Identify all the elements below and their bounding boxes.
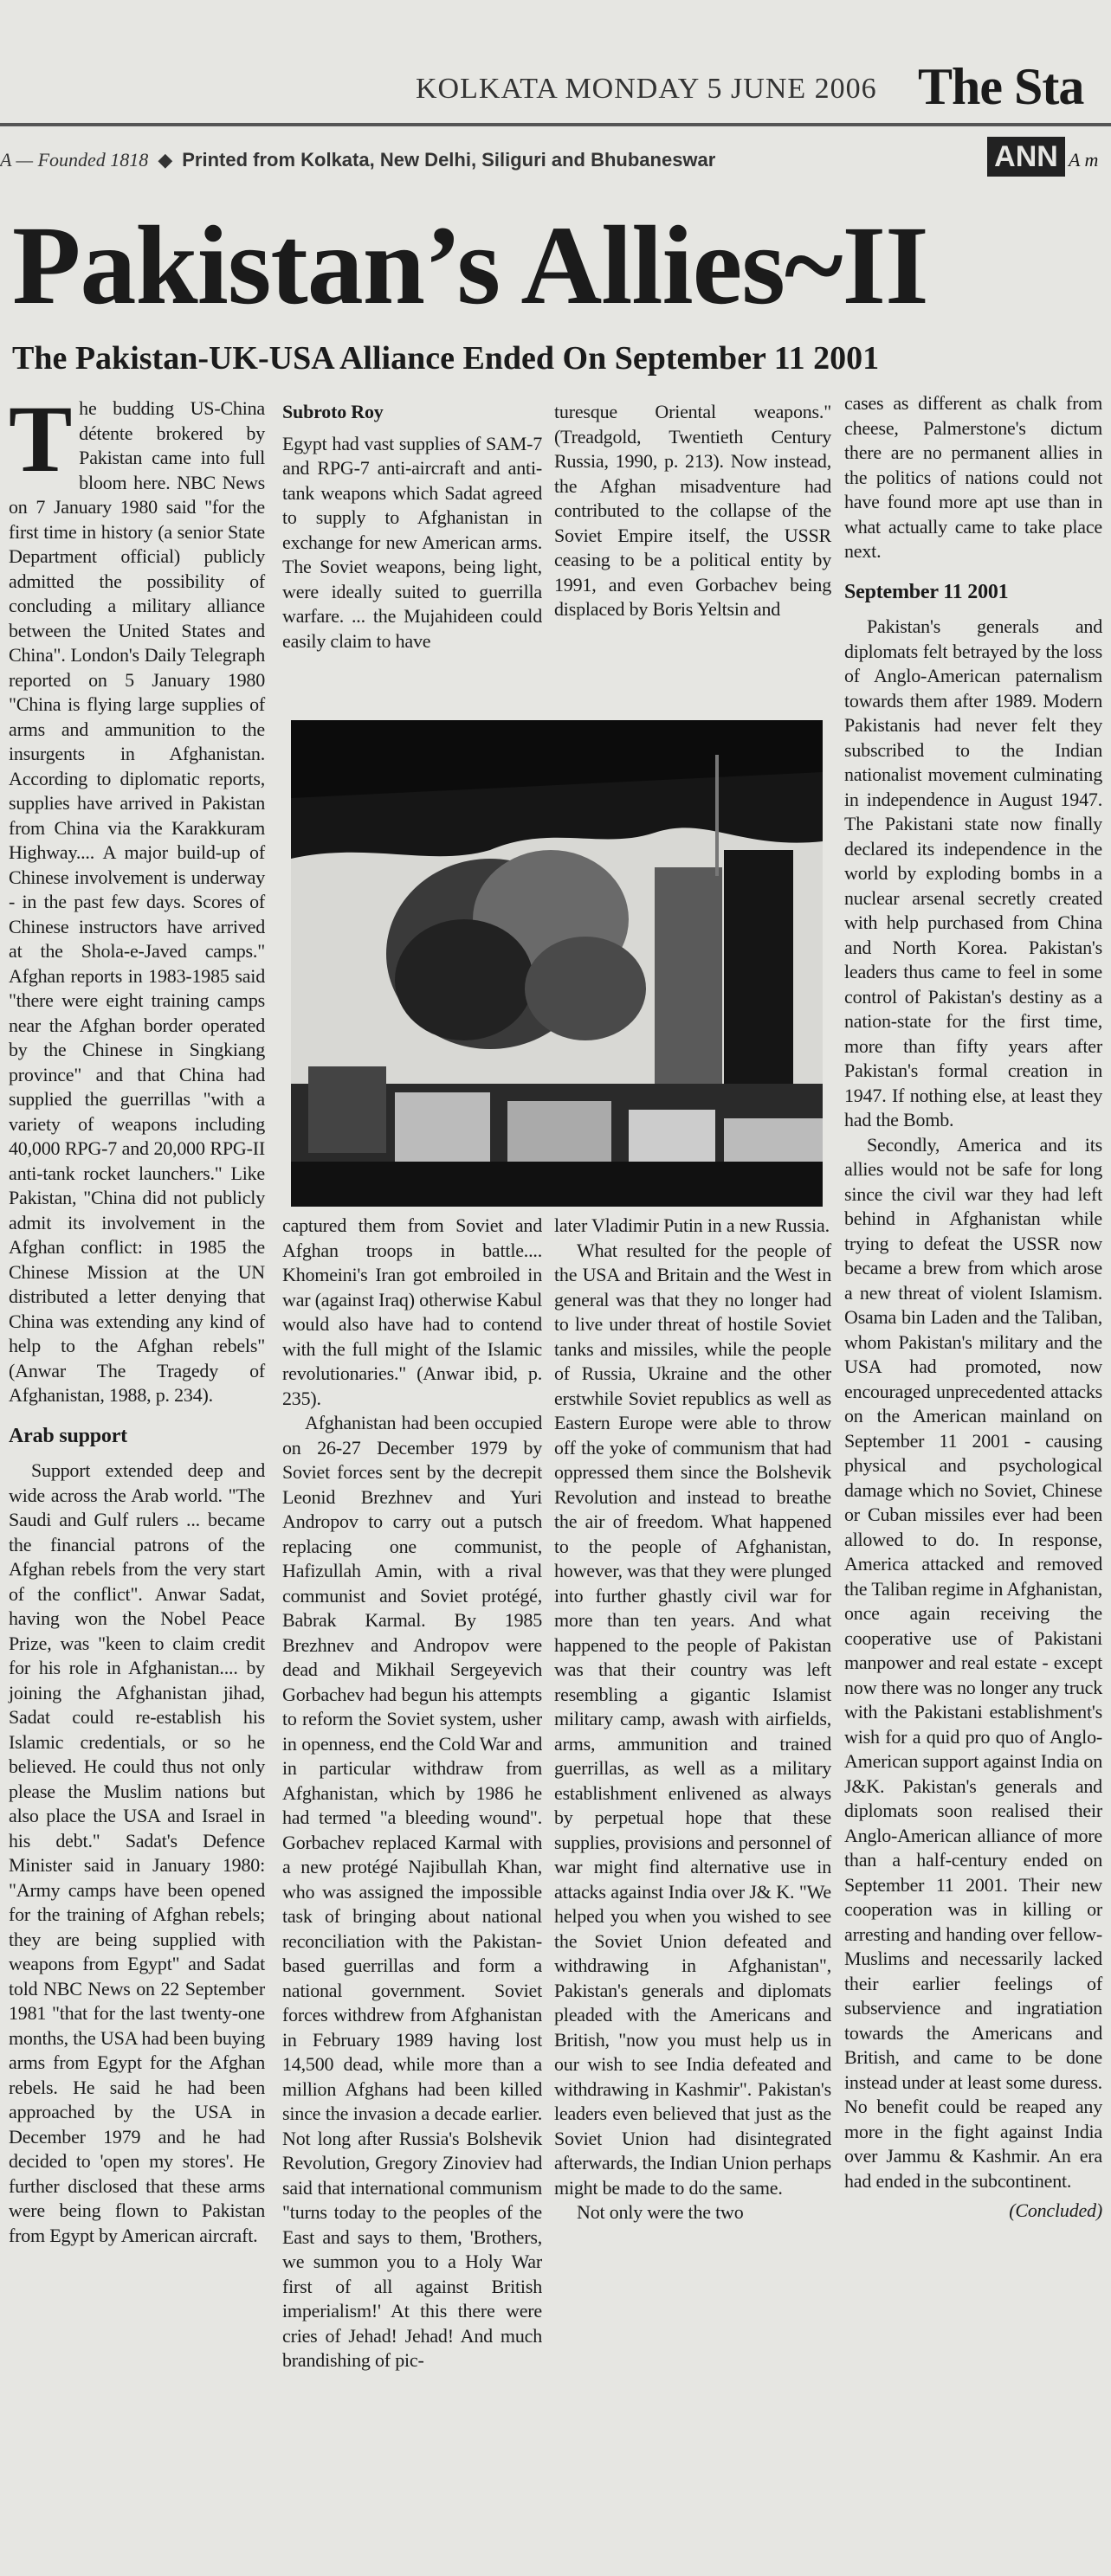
subheadline: The Pakistan-UK-USA Alliance Ended On September 11 2001 (12, 340, 880, 377)
concluded-note: (Concluded) (1009, 2199, 1102, 2221)
paragraph (9, 386, 265, 1408)
printed-from-text: Printed from Kolkata, New Delhi, Siliguri and Bhubaneswar (182, 149, 716, 171)
column-2-top (282, 400, 542, 654)
paragraph: Afghanistan had been occupied on 26-27 December 1979 by Soviet forces sent by the decrepit Leonid Brezhnev and Yuri Andropov to carry out a putsch replacing one communist, Hafizullah Amin, with a rival communist and Soviet protégé, Babrak Karmal. By 1985 Brezhnev and Andropov were dead and Mikhail Sergeyevich Gorbachev had begun his attempts to reform the Soviet system, usher in openness, end the Cold War and in particular withdraw from Afghanistan, which by 1986 he had termed "a bleeding wound". Gorbachev replaced Karmal with a new protégé Najibullah Khan, who was assigned the impossible task of bringing about national reconciliation with the Pakistan-based guerrillas and form a national government. Soviet forces withdrew from Afghanistan in February 1989 having lost 14,500 dead, while more than a million Afghans had been killed since the invasion a decade earlier. Not long after Russia's Bolshevik Revolution, Gregory Zinoviev had said that international communism "turns today to the peoples of the East and says to them, 'Brothers, we summon you to a Holy War first of all against British imperialism!' At this there were cries of Jehad! Jehad! And much brandishing of pic- (282, 1412, 542, 2371)
column-1 (9, 386, 265, 2248)
tagline (0, 149, 715, 171)
column-4 (844, 391, 1102, 2224)
column-3-bottom (554, 1214, 831, 2225)
section-heading-arab-support: Arab support (9, 1424, 127, 1447)
paragraph: Secondly, America and its allies would not be safe for long since the civil war they had left behind in Afghanistan while trying to defeat the USSR now became a brew from which arose a new threat of violent Islamism. Osama bin Laden and the Taliban, whom Pakistan's military and the USA had promoted, now encouraged unprecedented attacks on the American mainland on September 11 2001 - causing physical and psychological damage which no Soviet, Chinese or Cuban missiles ever had been allowed to do. In response, America attacked and removed the Taliban regime in Afghanistan, once again receiving the cooperative use of Pakistani manpower and real estate - except now there was no longer any truck with the Pakistani establishment's wish for a quid pro quo of Anglo-American support against India on J&K. Pakistan's generals and diplomats soon realised their Anglo-American alliance of more than a half-century ended on September 11 2001. Their new cooperation was in killing or arresting and handing over fellow-Muslims and necessarily lacked their earlier feelings of subservience and ingratiation towards the Americans and British, and came to be done instead under at least some duress. No benefit could be reaped any more in the fight against India over Jammu & Kashmir. An era had ended in the subcontinent. (844, 1133, 1102, 2192)
column-2-bottom (282, 1214, 542, 2373)
wtc-attack-photo (291, 720, 823, 1207)
drop-cap: T (9, 386, 73, 492)
paragraph: cases as different as chalk from cheese, Palmerstone's dictum there are no permanent allies in the politics of nations could not have found more apt use than in what actually came to take place next. (844, 392, 1102, 562)
column-3-top (554, 400, 831, 622)
headline: Pakistan’s Allies~II (12, 203, 928, 328)
dateline: KOLKATA MONDAY 5 JUNE 2006 (416, 73, 877, 105)
byline: Subroto Roy (282, 401, 384, 422)
ann-tagline: A m (1069, 149, 1099, 171)
paragraph: captured them from Soviet and Afghan troops in battle.... Khomeini's Iran got embroiled in war (against Iraq) otherwise Kabul would also have had to contend with the full might of the Islamic revolutionaries." (Anwar ibid, p. 235). (282, 1214, 542, 1409)
paragraph-text: he budding US-China détente brokered by Pakistan came into full bloom here. NBC News on 7 January 1980 said "for the first time in history (a senior State Department official) publicly admitted the possibility of concluding a military alliance between the United States and China". London's Daily Telegraph reported on 5 January 1980 "China is flying large supplies of arms and ammunition to the insurgents in Afghanistan. According to diplomatic reports, supplies have arrived in Pakistan from China via the Karakkuram Highway.... A major build-up of Chinese involvement is underway - in the past few days. Scores of Chinese instructors have arrived at the Shola-e-Javed camps." Afghan reports in 1983-1985 said "there were eight training camps near the Afghan border operated by the Chinese in Singkiang province" and that China had supplied the guerrillas "with a variety of weapons including 40,000 RPG-7 and 20,000 RPG-II anti-tank rocket launchers." Like Pakistan, "China did not publicly admit its involvement in the Afghan conflict: in 1985 the Chinese Mission at the UN distributed a letter denying that China was extending any kind of help to the Afghan rebels" (Anwar The Tragedy of Afghanistan, 1988, p. 234). (9, 397, 265, 1406)
diamond-icon: ◆ (152, 149, 178, 171)
founded-text: A — Founded 1818 (0, 149, 149, 171)
paragraph: later Vladimir Putin in a new Russia. (554, 1214, 830, 1236)
paragraph: Egypt had vast supplies of SAM-7 and RPG-7 anti-aircraft and anti-tank weapons which Sadat agreed to supply to Afghanistan in exchange for new American arms. The Soviet weapons, being light, were ideally suited to guerrilla warfare. ... the Mujahideen could easily claim to have (282, 432, 542, 652)
paragraph: Pakistan's generals and diplomats felt betrayed by the loss of Anglo-American paternalism towards them after 1989. Modern Pakistanis had never felt they subscribed to the Indian nationalist movement culminating in independence in August 1947. The Pakistani state now finally declared its independence in the world by exploding bombs in a nuclear arsenal secretly created with help purchased from China and North Korea. Pakistan's leaders thus came to feel in some control of Pakistan's destiny as a nation-state for the first time, more than fifty years after Pakistan's formal creation in 1947. If nothing else, at least they had the Bomb. (844, 615, 1102, 1130)
paragraph: turesque Oriental weapons." (Treadgold, Twentieth Century Russia, 1990, p. 213). Now instead, the Afghan misadventure had contributed to the collapse of the Soviet Empire itself, the USSR ceasing to be a political entity by 1991, and even Gorbachev being displaced by Boris Yeltsin and (554, 401, 831, 620)
ann-logo: ANN (987, 137, 1065, 177)
newspaper-logo: The Sta (918, 58, 1084, 115)
masthead-rule (0, 123, 1111, 126)
section-heading-september-11: September 11 2001 (844, 580, 1009, 603)
paragraph: What resulted for the people of the USA and Britain and the West in general was that they no longer had to live under threat of hostile Soviet tanks and missiles, while the people of Russia, Ukraine and the other erstwhile Soviet republics as well as Eastern Europe were able to throw off the yoke of communism that had oppressed them since the Bolshevik Revolution and instead to breathe the air of freedom. What happened to the people of Afghanistan, however, was that they were plunged into further ghastly civil war for more than ten years. And what happened to the people of Pakistan was that their country was left resembling a gigantic Islamist military camp, awash with airfields, arms, ammunition and trained guerrillas, as well as a military establishment enlivened as always by perpetual hope that these supplies, provisions and personnel of war might find alternative use in attacks against India over J& K. "We helped you when you wished to see the Soviet Union defeated and withdrawing in Afghanistan", Pakistan's generals and diplomats pleaded with the Americans and British, "now you must help us in our wish to see India defeated and withdrawing in Kashmir". Pakistan's leaders even believed that just as the Soviet Union had disintegrated afterwards, the Indian Union perhaps might be made to do the same. (554, 1239, 831, 2199)
paragraph: Not only were the two (577, 2201, 744, 2223)
paragraph: Support extended deep and wide across the Arab world. "The Saudi and Gulf rulers ... became the financial patrons of the Afghan rebels from the very start of the conflict". Anwar Sadat, having won the Nobel Peace Prize, was "keen to claim credit for his role in Afghanistan.... by joining the Afghanistan jihad, Sadat could re-establish his Islamic credentials, or so he believed. He could thus not only please the Muslim nations but also place the USA and Israel in his debt." Sadat's Defence Minister said in January 1980: "Army camps have been opened for the training of Afghan rebels; they are being supplied with weapons from Egypt" and Sadat told NBC News on 22 September 1981 "that for the last twenty-one months, the USA had been buying arms from Egypt for the Afghan rebels. He said he had been approached by the USA in December 1979 and he had decided to 'open my stores'. He further disclosed that these arms were being flown to Pakistan from Egypt by American aircraft. (9, 1459, 265, 2246)
